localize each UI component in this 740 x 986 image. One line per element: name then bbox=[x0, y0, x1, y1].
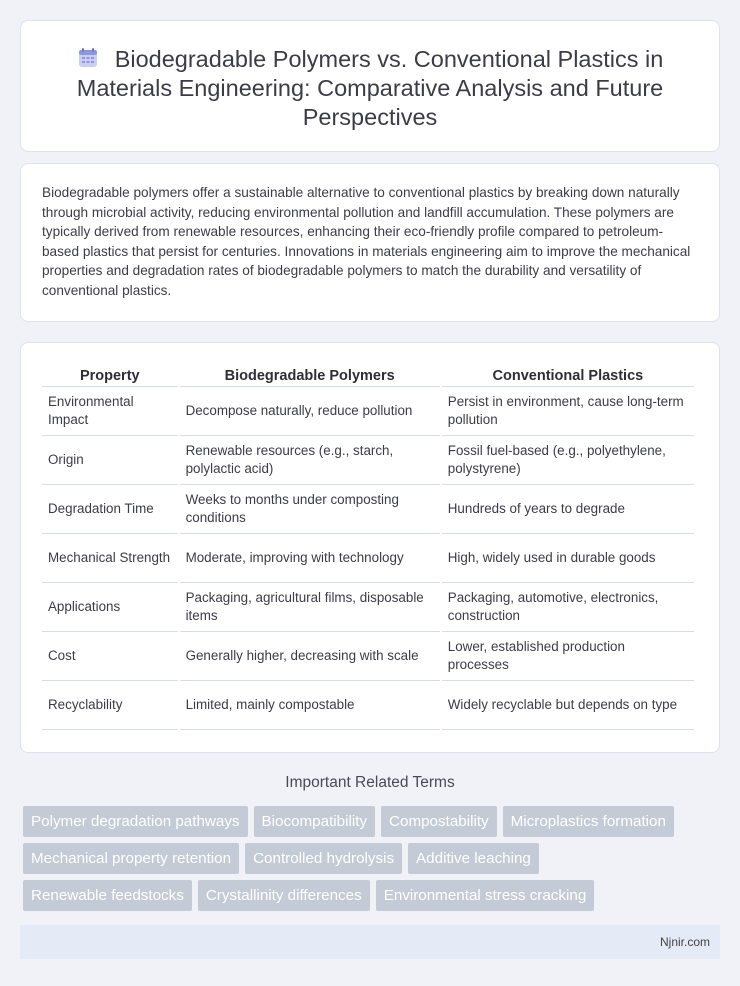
page-title-text: Biodegradable Polymers vs. Conventional Plastics in Materials Engineering: Comparative Analysis and Future Perspectives bbox=[76, 46, 664, 130]
header-biodegradable: Biodegradable Polymers bbox=[180, 363, 440, 387]
property-cell: Environmental Impact bbox=[42, 387, 178, 436]
tag-mechanical-property-retention[interactable]: Mechanical property retention bbox=[23, 843, 239, 874]
related-terms-heading: Important Related Terms bbox=[285, 774, 455, 791]
tag-environmental-stress-cracking[interactable]: Environmental stress cracking bbox=[376, 880, 595, 911]
tag-row bbox=[23, 843, 720, 874]
tag-renewable-feedstocks[interactable]: Renewable feedstocks bbox=[23, 880, 192, 911]
biodegradable-cell: Weeks to months under composting conditions bbox=[180, 485, 440, 534]
conventional-cell: Persist in environment, cause long-term pollution bbox=[442, 387, 694, 436]
table-row bbox=[42, 387, 694, 436]
biodegradable-cell: Packaging, agricultural films, disposable items bbox=[180, 583, 440, 632]
tag-controlled-hydrolysis[interactable]: Controlled hydrolysis bbox=[245, 843, 402, 874]
comparison-table bbox=[40, 363, 696, 730]
page-title bbox=[51, 45, 689, 132]
footer-site-link[interactable]: Njnir.com bbox=[659, 935, 710, 949]
tag-microplastics-formation[interactable]: Microplastics formation bbox=[503, 806, 674, 837]
related-terms-tags bbox=[0, 806, 740, 911]
conventional-cell: Packaging, automotive, electronics, construction bbox=[442, 583, 694, 632]
tag-polymer-degradation-pathways[interactable]: Polymer degradation pathways bbox=[23, 806, 248, 837]
header-property: Property bbox=[42, 363, 178, 387]
property-cell: Recyclability bbox=[42, 681, 178, 730]
biodegradable-cell: Generally higher, decreasing with scale bbox=[180, 632, 440, 681]
property-cell: Origin bbox=[42, 436, 178, 485]
table-row bbox=[42, 583, 694, 632]
table-row bbox=[42, 436, 694, 485]
table-row bbox=[42, 632, 694, 681]
table-header-row bbox=[42, 363, 694, 387]
property-cell: Cost bbox=[42, 632, 178, 681]
conventional-cell: Lower, established production processes bbox=[442, 632, 694, 681]
tag-additive-leaching[interactable]: Additive leaching bbox=[408, 843, 539, 874]
intro-card bbox=[20, 163, 720, 322]
intro-paragraph: Biodegradable polymers offer a sustainable alternative to conventional plastics by breaking down naturally through microbial activity, reducing environmental pollution and landfill accumulation. These polymers are typically derived from renewable resources, enhancing their eco-friendly profile compared to petroleum-based plastics that persist for centuries. Innovations in materials engineering aim to improve the mechanical properties and degradation rates of biodegradable polymers to match the durability and versatility of conventional plastics. bbox=[42, 185, 691, 298]
table-row bbox=[42, 681, 694, 730]
conventional-cell: Fossil fuel-based (e.g., polyethylene, polystyrene) bbox=[442, 436, 694, 485]
conventional-cell: Widely recyclable but depends on type bbox=[442, 681, 694, 730]
tag-compostability[interactable]: Compostability bbox=[381, 806, 497, 837]
header-conventional: Conventional Plastics bbox=[442, 363, 694, 387]
conventional-cell: Hundreds of years to degrade bbox=[442, 485, 694, 534]
property-cell: Applications bbox=[42, 583, 178, 632]
biodegradable-cell: Moderate, improving with technology bbox=[180, 534, 440, 583]
table-row bbox=[42, 485, 694, 534]
tag-row bbox=[23, 806, 720, 837]
property-cell: Degradation Time bbox=[42, 485, 178, 534]
conventional-cell: High, widely used in durable goods bbox=[442, 534, 694, 583]
property-cell: Mechanical Strength bbox=[42, 534, 178, 583]
biodegradable-cell: Renewable resources (e.g., starch, polylactic acid) bbox=[180, 436, 440, 485]
tag-crystallinity-differences[interactable]: Crystallinity differences bbox=[198, 880, 370, 911]
tag-biocompatibility[interactable]: Biocompatibility bbox=[254, 806, 376, 837]
calendar-icon bbox=[77, 47, 99, 69]
footer bbox=[20, 925, 720, 959]
comparison-table-card bbox=[20, 342, 720, 753]
biodegradable-cell: Limited, mainly compostable bbox=[180, 681, 440, 730]
table-row bbox=[42, 534, 694, 583]
title-card bbox=[20, 20, 720, 152]
tag-row bbox=[23, 880, 720, 911]
biodegradable-cell: Decompose naturally, reduce pollution bbox=[180, 387, 440, 436]
